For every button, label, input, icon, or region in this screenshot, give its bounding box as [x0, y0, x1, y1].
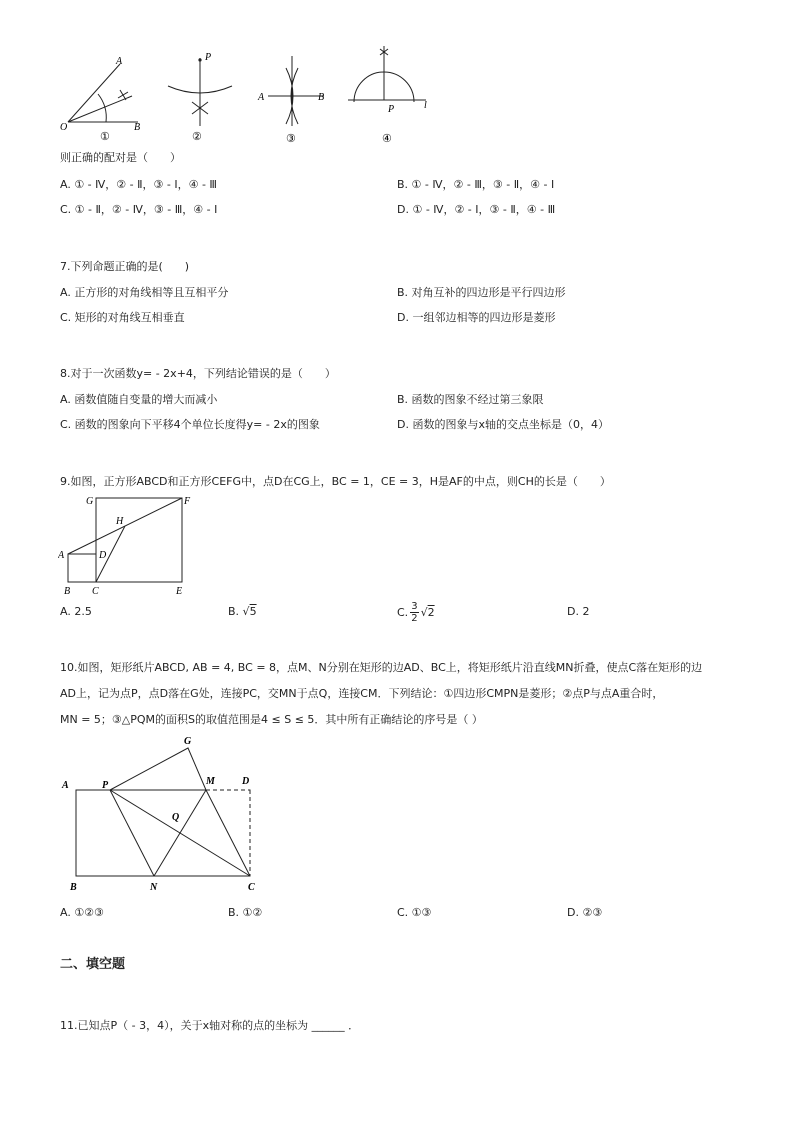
- q9-option-a: A. 2.5: [60, 605, 92, 618]
- q6-option-c: C. ① - Ⅱ，② - Ⅳ，③ - Ⅲ，④ - Ⅰ: [60, 203, 218, 216]
- sqrt-icon: √: [242, 605, 250, 618]
- q10-figure: [58, 734, 268, 894]
- q6-option-d: D. ① - Ⅳ，② - Ⅰ，③ - Ⅱ，④ - Ⅲ: [397, 203, 556, 216]
- q9-option-c-prefix: C.: [397, 605, 409, 619]
- q10-fig-label-m: M: [206, 776, 215, 787]
- q6-fig1-label-b: B: [134, 122, 141, 133]
- q10-fig-label-q: Q: [172, 812, 180, 823]
- q9-fig-label-c: C: [92, 586, 99, 597]
- q8-stem: 8.对于一次函数y= - 2x+4，下列结论错误的是（ ）: [60, 367, 336, 380]
- q11-stem: 11.已知点P（ - 3，4），关于x轴对称的点的坐标为 ______ ．: [60, 1019, 360, 1032]
- q7-stem: 7.下列命题正确的是( ): [60, 260, 190, 273]
- q9-fig-label-f: F: [184, 496, 191, 507]
- q6-fig1-label-o: O: [60, 122, 68, 133]
- q10-stem-line-3: MN = 5；③△PQM的面积S的取值范围是4 ≤ S ≤ 5．其中所有正确结论的序号是（ ）: [60, 713, 483, 726]
- q9-option-b-prefix: B.: [228, 605, 243, 618]
- q6-figure-4: [344, 40, 436, 146]
- q9-option-b: [228, 605, 257, 619]
- q6-fig3-label-a: A: [258, 92, 265, 103]
- q8-option-b: B. 函数的图象不经过第三象限: [397, 393, 544, 406]
- q9-option-c-fraction: [410, 601, 418, 624]
- q9-option-c: [397, 598, 435, 626]
- q10-fig-label-b: B: [70, 882, 77, 893]
- q6-figure-2: [160, 48, 240, 146]
- q10-stem-line-2: AD上，记为点P，点D落在G处，连接PC，交MN于点Q，连接CM．下列结论：①四边形CMPN是菱形；②点P与点A重合时，: [60, 687, 664, 700]
- q6-fig1-number: ①: [100, 131, 110, 143]
- q10-fig-label-p: P: [102, 780, 109, 791]
- q9-option-c-numerator: 3: [411, 600, 418, 612]
- q9-fig-label-b: B: [64, 586, 71, 597]
- section-2-title: 二、填空题: [60, 957, 126, 972]
- q10-option-c: C. ①③: [397, 906, 432, 919]
- q6-prompt: 则正确的配对是（ ）: [60, 151, 181, 164]
- q9-stem: 9.如图，正方形ABCD和正方形CEFG中，点D在CG上，BC = 1，CE = 3，H是AF的中点，则CH的长是（ ）: [60, 475, 611, 488]
- q8-option-d: D. 函数的图象与x轴的交点坐标是（0，4）: [397, 418, 609, 431]
- q8-option-c: C. 函数的图象向下平移4个单位长度得y= - 2x的图象: [60, 418, 320, 431]
- q9-option-c-denominator: 2: [411, 612, 418, 624]
- q6-option-a: A. ① - Ⅳ，② - Ⅱ，③ - Ⅰ，④ - Ⅲ: [60, 178, 218, 191]
- q6-figure-3: [256, 52, 336, 146]
- q6-fig3-number: ③: [286, 133, 296, 145]
- q10-fig-label-g: G: [184, 736, 192, 747]
- q9-option-b-radicand: 5: [249, 605, 257, 618]
- q9-fig-label-h: H: [116, 516, 124, 527]
- q6-fig2-number: ②: [192, 131, 202, 143]
- q6-fig4-number: ④: [382, 133, 392, 145]
- q10-option-a: A. ①②③: [60, 906, 104, 919]
- q9-fig-label-d: D: [99, 550, 107, 561]
- q9-fig-label-e: E: [176, 586, 183, 597]
- q7-option-d: D. 一组邻边相等的四边形是菱形: [397, 311, 556, 324]
- q7-option-b: B. 对角互补的四边形是平行四边形: [397, 286, 566, 299]
- q6-fig2-label-p: P: [205, 52, 212, 63]
- q9-option-c-radicand: 2: [427, 605, 435, 619]
- q8-option-a: A. 函数值随自变量的增大而减小: [60, 393, 218, 406]
- q6-option-b: B. ① - Ⅳ，② - Ⅲ，③ - Ⅱ，④ - Ⅰ: [397, 178, 555, 191]
- q9-option-d: D. 2: [567, 605, 590, 618]
- q6-fig1-label-a: A: [116, 56, 123, 67]
- q7-option-a: A. 正方形的对角线相等且互相平分: [60, 286, 229, 299]
- q10-fig-label-n: N: [150, 882, 158, 893]
- sqrt-icon: √: [420, 605, 428, 619]
- q10-fig-label-d: D: [242, 776, 250, 787]
- q6-figure-1: [58, 52, 158, 146]
- q9-fig-label-a: A: [58, 550, 65, 561]
- q7-option-c: C. 矩形的对角线互相垂直: [60, 311, 185, 324]
- q9-figure: [58, 492, 198, 600]
- q9-fig-label-g: G: [86, 496, 94, 507]
- q6-fig3-label-b: B: [318, 92, 325, 103]
- q10-stem-line-1: 10.如图，矩形纸片ABCD, AB = 4, BC = 8，点M、N分别在矩形的边AD、BC上，将矩形纸片沿直线MN折叠，使点C落在矩形的边: [60, 661, 703, 674]
- q10-fig-label-a: A: [62, 780, 69, 791]
- q6-fig4-label-p: P: [388, 104, 395, 115]
- q10-option-d: D. ②③: [567, 906, 603, 919]
- q10-fig-label-c: C: [248, 882, 255, 893]
- q6-fig4-label-l: l: [424, 100, 427, 111]
- q10-option-b: B. ①②: [228, 906, 263, 919]
